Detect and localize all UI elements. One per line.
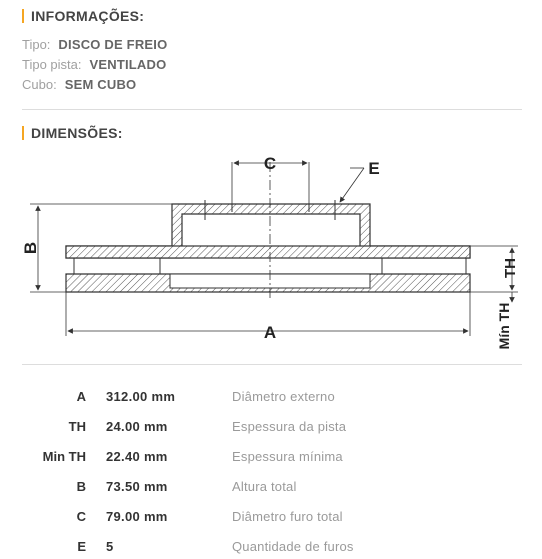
dim-key: Min TH [42, 448, 86, 464]
dim-description: Espessura mínima [232, 448, 343, 464]
dim-row-c [0, 504, 542, 528]
dim-value: 22.40 mm [106, 448, 168, 464]
label-c: C [263, 154, 277, 173]
dim-description: Altura total [232, 478, 297, 494]
dim-row-th [0, 414, 542, 438]
dim-e-leader [340, 168, 364, 202]
label-min-th: Mín TH [496, 302, 512, 350]
dim-value: 79.00 mm [106, 508, 168, 524]
dimensions-title-text: DIMENSÕES: [31, 125, 123, 141]
label-b: B [21, 241, 40, 255]
info-title-text: INFORMAÇÕES: [31, 8, 145, 24]
dim-description: Diâmetro externo [232, 388, 335, 404]
dim-key: B [76, 478, 86, 494]
info-label: Tipo: [22, 37, 51, 52]
info-value: VENTILADO [89, 57, 167, 72]
info-row-track-type [22, 57, 166, 72]
dim-value: 73.50 mm [106, 478, 168, 494]
dim-description: Quantidade de furos [232, 538, 354, 554]
dim-value: 312.00 mm [106, 388, 176, 404]
dimensions-section-title [22, 125, 123, 141]
dim-row-e [0, 534, 542, 558]
label-a: A [263, 323, 277, 342]
label-th: TH [502, 258, 519, 278]
dim-row-a [0, 384, 542, 408]
dim-key: TH [68, 418, 86, 434]
section-divider [22, 364, 522, 365]
dim-description: Diâmetro furo total [232, 508, 343, 524]
info-value: DISCO DE FREIO [58, 37, 168, 52]
info-row-type [22, 37, 167, 52]
info-label: Cubo: [22, 77, 57, 92]
dim-value: 24.00 mm [106, 418, 168, 434]
dim-key: E [77, 538, 86, 554]
label-e: E [368, 159, 380, 178]
dim-value: 5 [106, 538, 114, 554]
info-section-title [22, 8, 144, 24]
brake-disc-diagram [0, 150, 542, 360]
section-divider [22, 109, 522, 110]
dim-key: C [76, 508, 86, 524]
dim-description: Espessura da pista [232, 418, 347, 434]
title-accent-bar [22, 126, 24, 140]
dim-key: A [76, 388, 86, 404]
info-row-hub [22, 77, 136, 92]
info-label: Tipo pista: [22, 57, 82, 72]
dim-row-b [0, 474, 542, 498]
title-accent-bar [22, 9, 24, 23]
info-value: SEM CUBO [64, 77, 137, 92]
dim-row-min-th [0, 444, 542, 468]
disc-upper-ring [66, 246, 470, 258]
